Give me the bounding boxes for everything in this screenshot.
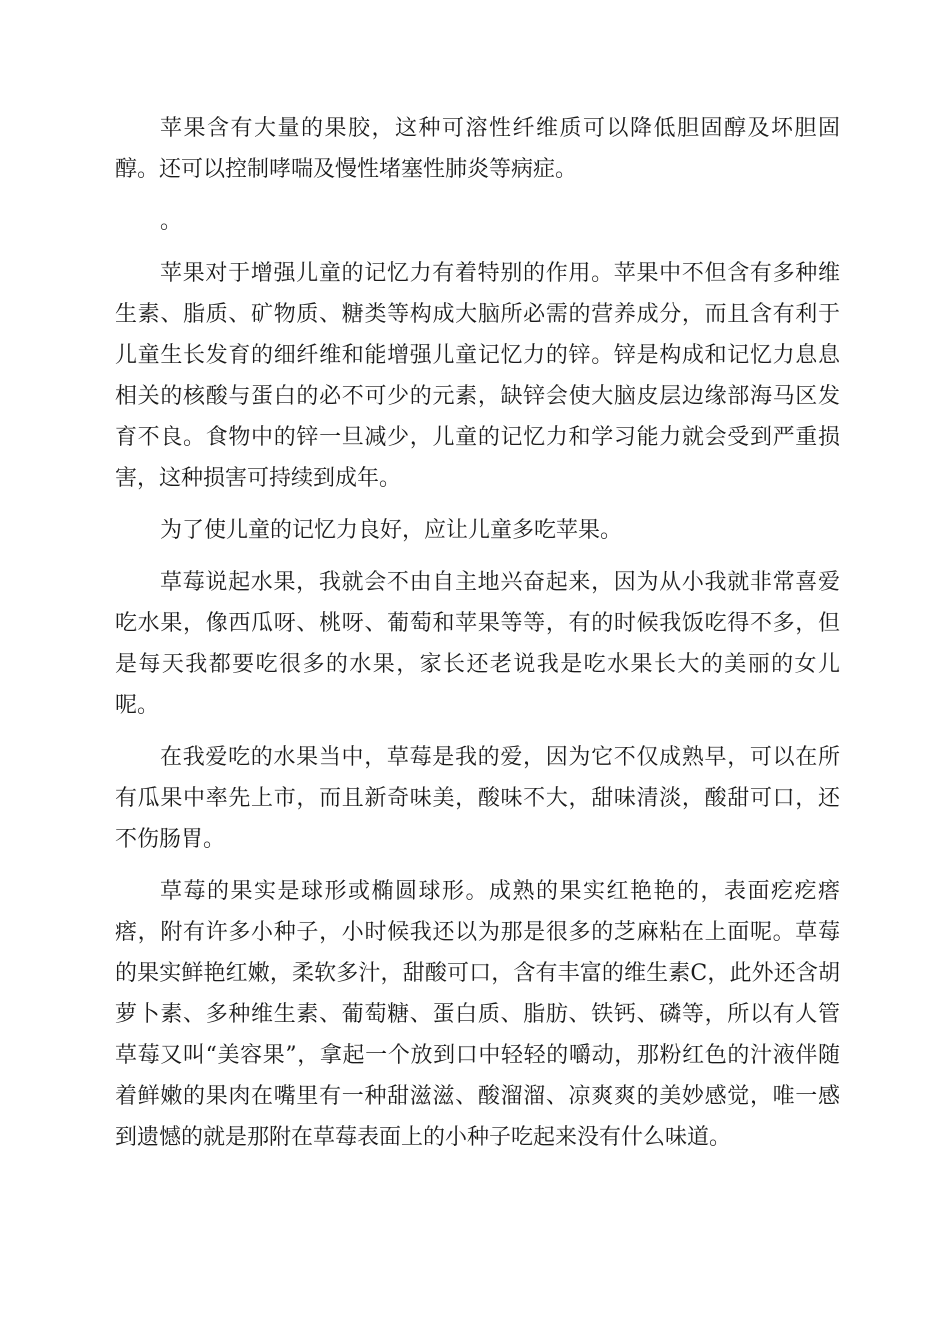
paragraph-strawberry-intro: 草莓说起水果，我就会不由自主地兴奋起来，因为从小我就非常喜爱吃水果，像西瓜呀、桃呀、葡萄和苹果等等，有的时候我饭吃得不多，但是每天我都要吃很多的水果，家长还老说我是吃水果长大的美丽的女儿呢。 bbox=[115, 570, 840, 718]
paragraph-apple-memory: 苹果对于增强儿童的记忆力有着特别的作用。苹果中不但含有多种维生素、脂质、矿物质、糖类等构成大脑所必需的营养成分，而且含有利于儿童生长发育的细纤维和能增强儿童记忆力的锌。锌是构成和记忆力息息相关的核酸与蛋白的必不可少的元素，缺锌会使大脑皮层边缘部海马区发育不良。食物中的锌一旦减少，儿童的记忆力和学习能力就会受到严重损害，这种损害可持续到成年。 bbox=[115, 261, 840, 491]
paragraph-strawberry-favorite: 在我爱吃的水果当中，草莓是我的爱，因为它不仅成熟早，可以在所有瓜果中率先上市，而且新奇味美，酸味不大，甜味清淡，酸甜可口，还不伤肠胃。 bbox=[115, 745, 840, 852]
paragraph-period: 。 bbox=[160, 209, 183, 234]
paragraph-apple-advice: 为了使儿童的记忆力良好，应让儿童多吃苹果。 bbox=[160, 518, 623, 543]
paragraph-apple-pectin: 苹果含有大量的果胶，这种可溶性纤维质可以降低胆固醇及坏胆固醇。还可以控制哮喘及慢性堵塞性肺炎等病症。 bbox=[115, 116, 840, 182]
paragraph-strawberry-fruit: 草莓的果实是球形或椭圆球形。成熟的果实红艳艳的，表面疙疙瘩瘩，附有许多小种子，小时候我还以为那是很多的芝麻粘在上面呢。草莓的果实鲜艳红嫩，柔软多汁，甜酸可口，含有丰富的维生素C，此外还含胡萝卜素、多种维生素、葡萄糖、蛋白质、脂肪、铁钙、磷等，所以有人管草莓又叫“美容果”，拿起一个放到口中轻轻的嚼动，那粉红色的汁液伴随着鲜嫩的果肉在嘴里有一种甜滋滋、酸溜溜、凉爽爽的美妙感觉，唯一感到遗憾的就是那附在草莓表面上的小种子吃起来没有什么味道。 bbox=[115, 879, 840, 1150]
document-body bbox=[115, 108, 840, 1169]
